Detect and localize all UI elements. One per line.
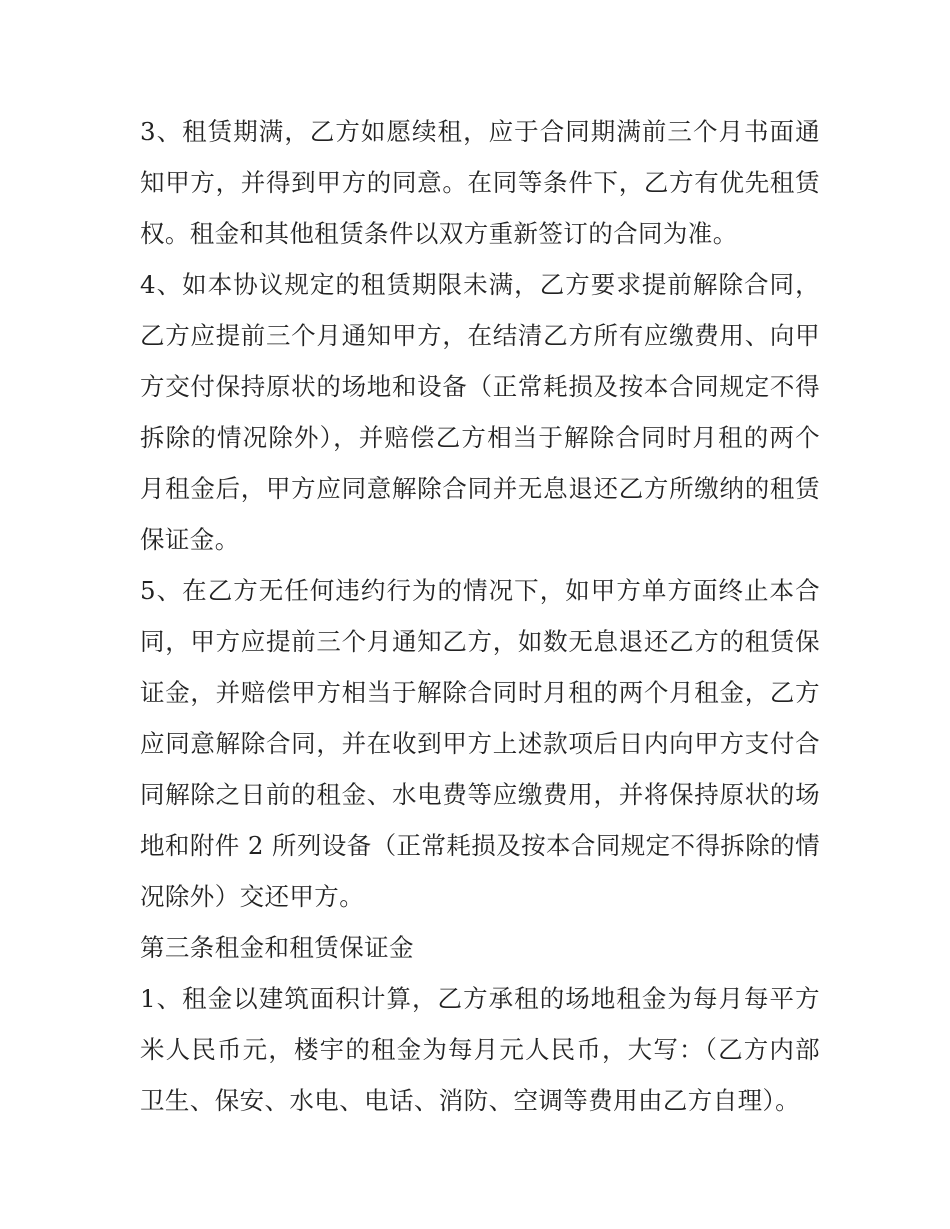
clause-paragraph-4: 4、如本协议规定的租赁期限未满，乙方要求提前解除合同，乙方应提前三个月通知甲方，在结清乙方所有应缴费用、向甲方交付保持原状的场地和设备（正常耗损及按本合同规定不得拆除的情况除外），并赔偿乙方相当于解除合同时月租的两个月租金后，甲方应同意解除合同并无息退还乙方所缴纳的租赁保证金。 xyxy=(140,270,820,554)
clause-paragraph-1: 1、租金以建筑面积计算，乙方承租的场地租金为每月每平方米人民币元，楼宇的租金为每月元人民币，大写：（乙方内部卫生、保安、水电、电话、消防、空调等费用由乙方自理）。 xyxy=(140,984,820,1115)
section-heading: 第三条租金和租赁保证金 xyxy=(140,933,414,962)
clause-paragraph-5: 5、在乙方无任何违约行为的情况下，如甲方单方面终止本合同，甲方应提前三个月通知乙方，如数无息退还乙方的租赁保证金，并赔偿甲方相当于解除合同时月租的两个月租金，乙方应同意解除合同，并在收到甲方上述款项后日内向甲方支付合同解除之日前的租金、水电费等应缴费用，并将保持原状的场地和附件 2 所列设备（正常耗损及按本合同规定不得拆除的情况除外）交还甲方。 xyxy=(140,576,820,911)
clause-paragraph-3: 3、租赁期满，乙方如愿续租，应于合同期满前三个月书面通知甲方，并得到甲方的同意。在同等条件下，乙方有优先租赁权。租金和其他租赁条件以双方重新签订的合同为准。 xyxy=(140,117,820,248)
document-body xyxy=(140,106,820,1126)
